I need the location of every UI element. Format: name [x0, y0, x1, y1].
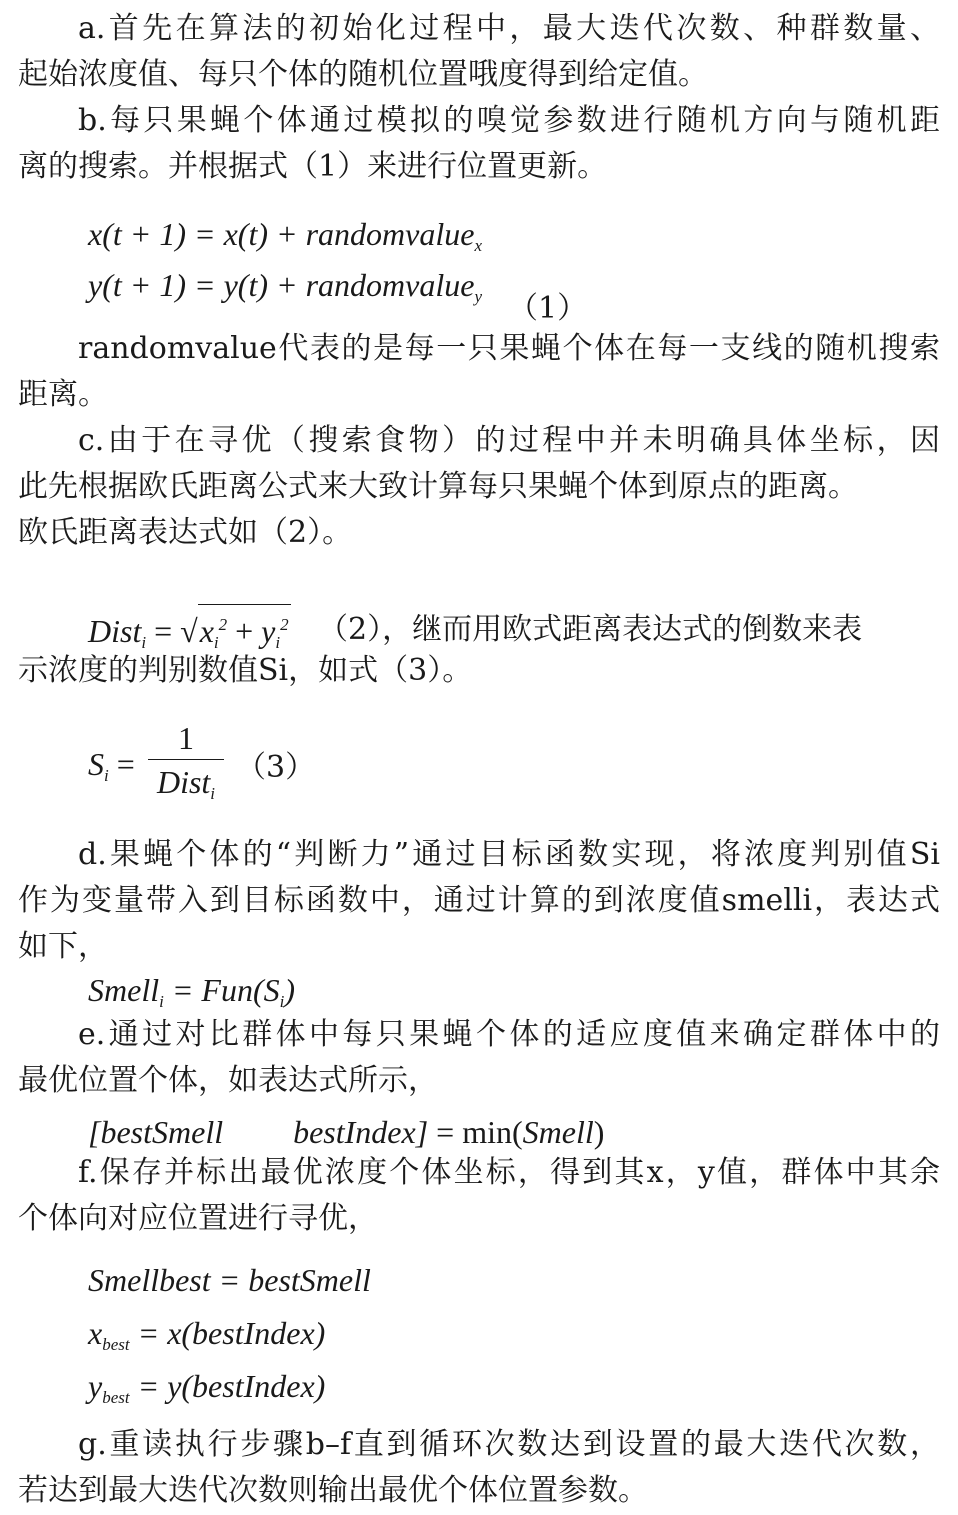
- equation-subscript: i: [275, 633, 281, 652]
- text-line: 如下，: [18, 929, 108, 964]
- equation-subscript: best: [102, 1388, 130, 1407]
- equation-text: y: [88, 1368, 103, 1404]
- paragraph-e: [18, 1012, 940, 1104]
- equation-text: Smellbest = bestSmell: [88, 1262, 371, 1298]
- paragraph-g: [18, 1422, 940, 1514]
- text-line: a.首先在算法的初始化过程中，最大迭代次数、种群数量、: [78, 11, 940, 46]
- equation-6-line-3: [88, 1366, 325, 1418]
- equation-5: [88, 1112, 604, 1152]
- equation-subscript: i: [279, 992, 285, 1011]
- text-line: b.每只果蝇个体通过模拟的嗅觉参数进行随机方向与随机距: [78, 103, 940, 138]
- equation-text: Smell: [522, 1114, 594, 1150]
- equation-text: [bestSmell: [88, 1114, 224, 1150]
- equation-text: bestIndex]: [293, 1114, 429, 1150]
- equation-3-lhs: $S_i$ =: [88, 746, 135, 785]
- equation-subscript: i: [213, 633, 219, 652]
- paragraph-a: [18, 6, 940, 98]
- equation-text: = min(: [428, 1114, 523, 1150]
- equation-subscript: best: [102, 1335, 130, 1354]
- equation-text: ): [284, 972, 296, 1008]
- text-line: 离的搜索。并根据式（1）来进行位置更新。: [18, 149, 608, 184]
- fraction-numerator: 1: [178, 720, 194, 756]
- equation-1-line-1: [88, 214, 482, 266]
- paragraph-c: [18, 418, 940, 556]
- equation-subscript: i: [159, 992, 164, 1011]
- text-line: 个体向对应位置进行寻优，: [18, 1201, 378, 1236]
- equation-2: Dist$_i$ = $√x_i^2 + y_i^2$: [88, 604, 291, 663]
- equation-subscript: x: [474, 236, 482, 255]
- equation-text: y(t + 1) = y(t) + randomvalue: [88, 267, 475, 303]
- text-line: 若达到最大迭代次数则输出最优个体位置参数。: [18, 1473, 648, 1508]
- paragraph-after-eq2: [18, 648, 940, 694]
- text-line: 起始浓度值、每只个体的随机位置哦度得到给定值。: [18, 57, 708, 92]
- equation-text: x: [199, 613, 214, 649]
- equation-subscript: i: [210, 784, 216, 803]
- fraction-bar: [148, 759, 224, 760]
- equation-3-fraction: [148, 720, 224, 804]
- square-root: $√x_i^2 + y_i^2$: [180, 604, 290, 663]
- text-line: 距离。: [18, 377, 108, 412]
- equation-1-number: （1）: [508, 291, 588, 326]
- equation-text: = Fun(S: [163, 972, 280, 1008]
- equation-text: S: [88, 746, 104, 782]
- equation-subscript: y: [474, 287, 482, 306]
- text-line: c.由于在寻优（搜索食物）的过程中并未明确具体坐标，因: [78, 423, 940, 458]
- equation-text: ): [593, 1114, 605, 1150]
- equation-text: y: [261, 613, 276, 649]
- text-line: f.保存并标出最优浓度个体坐标，得到其x，y值，群体中其余: [78, 1155, 940, 1190]
- equation-superscript: 2: [280, 615, 289, 634]
- equation-text: Dist: [88, 613, 142, 649]
- equation-text: x(t + 1) = x(t) + randomvalue: [88, 216, 475, 252]
- fraction-denominator: [156, 764, 216, 803]
- equation-text: = x(bestIndex): [129, 1315, 326, 1351]
- paragraph-f: [18, 1150, 940, 1242]
- equation-subscript: i: [141, 633, 147, 652]
- text-line: 作为变量带入到目标函数中，通过计算的到浓度值smelli，表达式: [18, 883, 940, 918]
- equation-2-number-and-text: （2），继而用欧式距离表达式的倒数来表: [318, 612, 863, 647]
- equation-superscript: 2: [218, 615, 228, 634]
- paragraph-randomvalue: [18, 326, 940, 418]
- text-line: g.重读执行步骤b–f直到循环次数达到设置的最大迭代次数，: [78, 1427, 940, 1462]
- paragraph-b: [18, 98, 940, 190]
- text-line: 示浓度的判别数值Si，如式（3）。: [18, 653, 473, 688]
- text-line: e.通过对比群体中每只果蝇个体的适应度值来确定群体中的: [78, 1017, 940, 1052]
- text-line: d.果蝇个体的“判断力”通过目标函数实现，将浓度判别值Si: [78, 837, 940, 872]
- equation-text: x: [88, 1315, 103, 1351]
- equation-6-line-1: [88, 1260, 371, 1300]
- equation-text: Smell: [88, 972, 160, 1008]
- text-line: 欧氏距离表达式如（2）。: [18, 515, 353, 550]
- text-line: randomvalue代表的是每一只果蝇个体在每一支线的随机搜索: [78, 331, 940, 366]
- paragraph-d: [18, 832, 940, 970]
- equation-3-number: （3）: [236, 750, 316, 785]
- equation-subscript: i: [104, 766, 109, 785]
- equation-text: = y(bestIndex): [129, 1368, 326, 1404]
- equation-6-line-2: [88, 1313, 325, 1365]
- equation-text: Dist: [156, 764, 211, 800]
- equation-1-line-2: [88, 265, 482, 317]
- text-line: 最优位置个体，如表达式所示，: [18, 1063, 438, 1098]
- text-line: 此先根据欧氏距离公式来大致计算每只果蝇个体到原点的距离。: [18, 469, 858, 504]
